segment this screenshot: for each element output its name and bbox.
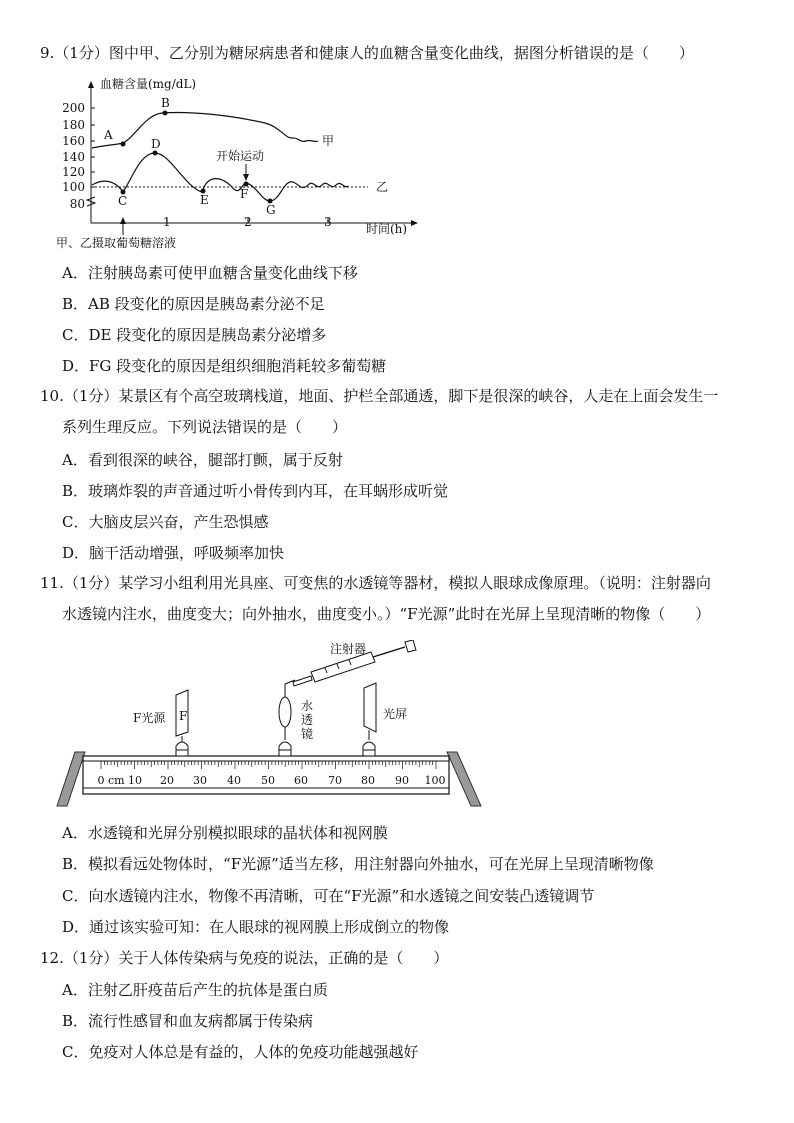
y-axis-label: 血糖含量(mg/dL) [100,77,197,91]
y-tick-80: 80 [69,197,85,211]
y-tick-140: 140 [62,150,85,164]
q9-option-c: C．DE 段变化的原因是胰岛素分泌增多 [62,326,327,344]
x-tick-3: 3 [324,215,332,229]
point-d [153,151,158,156]
water-lens-label-2: 透 [301,713,314,727]
syringe-label: 注射器 [330,642,367,656]
label-c: C [118,194,128,208]
bench-right-leg [447,752,481,806]
ruler-label-60: 60 [294,774,308,787]
f-light-source [176,690,188,756]
ruler-label-80: 80 [361,774,375,787]
ruler-label-100: 100 [424,774,446,787]
y-tick-120: 120 [62,165,85,179]
bench-left-leg [57,752,85,806]
q11-option-b: B．模拟看远处物体时，“F光源”适当左移，用注射器向外抽水，可在光屏上呈现清晰物像 [62,855,654,873]
water-lens-label-3: 镜 [301,727,314,741]
f-letter: F [179,709,188,723]
ruler-label-30: 30 [193,774,207,787]
label-f: F [240,187,249,201]
label-e: E [200,193,209,207]
curve-jia [92,112,318,148]
point-a [121,142,126,147]
q12-option-c: C．免疫对人体总是有益的，人体的免疫功能越强越好 [62,1043,419,1061]
f-source-label: F光源 [133,711,166,725]
q11-option-a: A．水透镜和光屏分别模拟眼球的晶状体和视网膜 [62,824,388,842]
x-axis-label: 时间(h) [366,222,408,236]
y-tick-160: 160 [62,134,85,148]
x-tick-1: 1 [163,215,171,229]
q10-option-b: B．玻璃炸裂的声音通过听小骨传到内耳，在耳蜗形成听觉 [62,482,449,500]
q11-stem-line2: 水透镜内注水，曲度变大；向外抽水，曲度变小。）“F光源”此时在光屏上呈现清晰的物像（ ） [62,605,711,623]
label-a: A [104,128,113,142]
series-label-yi: 乙 [376,180,389,194]
ruler-label-50: 50 [261,774,275,787]
label-b: B [161,96,170,110]
q11-option-d: D．通过该实验可知：在人眼球的视网膜上形成倒立的物像 [62,918,450,936]
point-b [163,111,168,116]
y-tick-180: 180 [62,118,85,132]
ruler-label-70: 70 [328,774,342,787]
label-d: D [151,137,161,151]
point-f [244,182,249,187]
screen-label: 光屏 [383,707,408,721]
q12-option-a: A．注射乙肝疫苗后产生的抗体是蛋白质 [62,981,328,999]
optical-bench-figure [55,640,495,810]
q10-option-a: A．看到很深的峡谷，腿部打颤，属于反射 [62,451,343,469]
ruler-label-40: 40 [227,774,241,787]
q10-option-d: D．脑干活动增强，呼吸频率加快 [62,544,285,562]
y-ticks [62,101,85,211]
exercise-label: 开始运动 [216,149,265,163]
ruler-label-10: 10 [128,774,142,787]
series-label-jia: 甲 [322,134,335,148]
x-tick-2: 2 [244,215,252,229]
q11-stem-line1: 11.（1分）某学习小组利用光具座、可变焦的水透镜等器材，模拟人眼球成像原理。（说明：注射器向 [40,574,711,592]
y-tick-100: 100 [62,180,85,194]
q12-option-b: B．流行性感冒和血友病都属于传染病 [62,1012,314,1030]
q10-stem-line2: 系列生理反应。下列说法错误的是（ ） [62,418,348,436]
water-lens [279,680,295,756]
y-tick-200: 200 [62,101,85,115]
ruler-label-90: 90 [395,774,409,787]
q9-option-d: D．FG 段变化的原因是组织细胞消耗较多葡萄糖 [62,357,387,375]
intake-label: 甲、乙摄取葡萄糖溶液 [56,236,177,250]
light-screen [363,683,376,756]
water-lens-label-1: 水 [301,699,314,713]
q12-stem: 12.（1分）关于人体传染病与免疫的说法，正确的是（ ） [40,949,449,967]
q10-option-c: C．大脑皮层兴奋，产生恐惧感 [62,513,269,531]
blood-sugar-chart [50,75,430,250]
q11-option-c: C．向水透镜内注水，物像不再清晰，可在“F光源”和水透镜之间安装凸透镜调节 [62,887,595,905]
q9-option-b: B．AB 段变化的原因是胰岛素分泌不足 [62,295,325,313]
q9-stem: 9.（1分）图中甲、乙分别为糖尿病患者和健康人的血糖含量变化曲线，据图分析错误的是（ ） [40,44,694,62]
label-g: G [266,203,276,217]
q9-option-a: A．注射胰岛素可使甲血糖含量变化曲线下移 [62,264,358,282]
q10-stem-line1: 10.（1分）某景区有个高空玻璃栈道，地面、护栏全部通透，脚下是很深的峡谷，人走在上面会发生一 [40,387,719,405]
ruler-label-0: 0 cm [97,774,125,787]
ruler-label-20: 20 [160,774,174,787]
